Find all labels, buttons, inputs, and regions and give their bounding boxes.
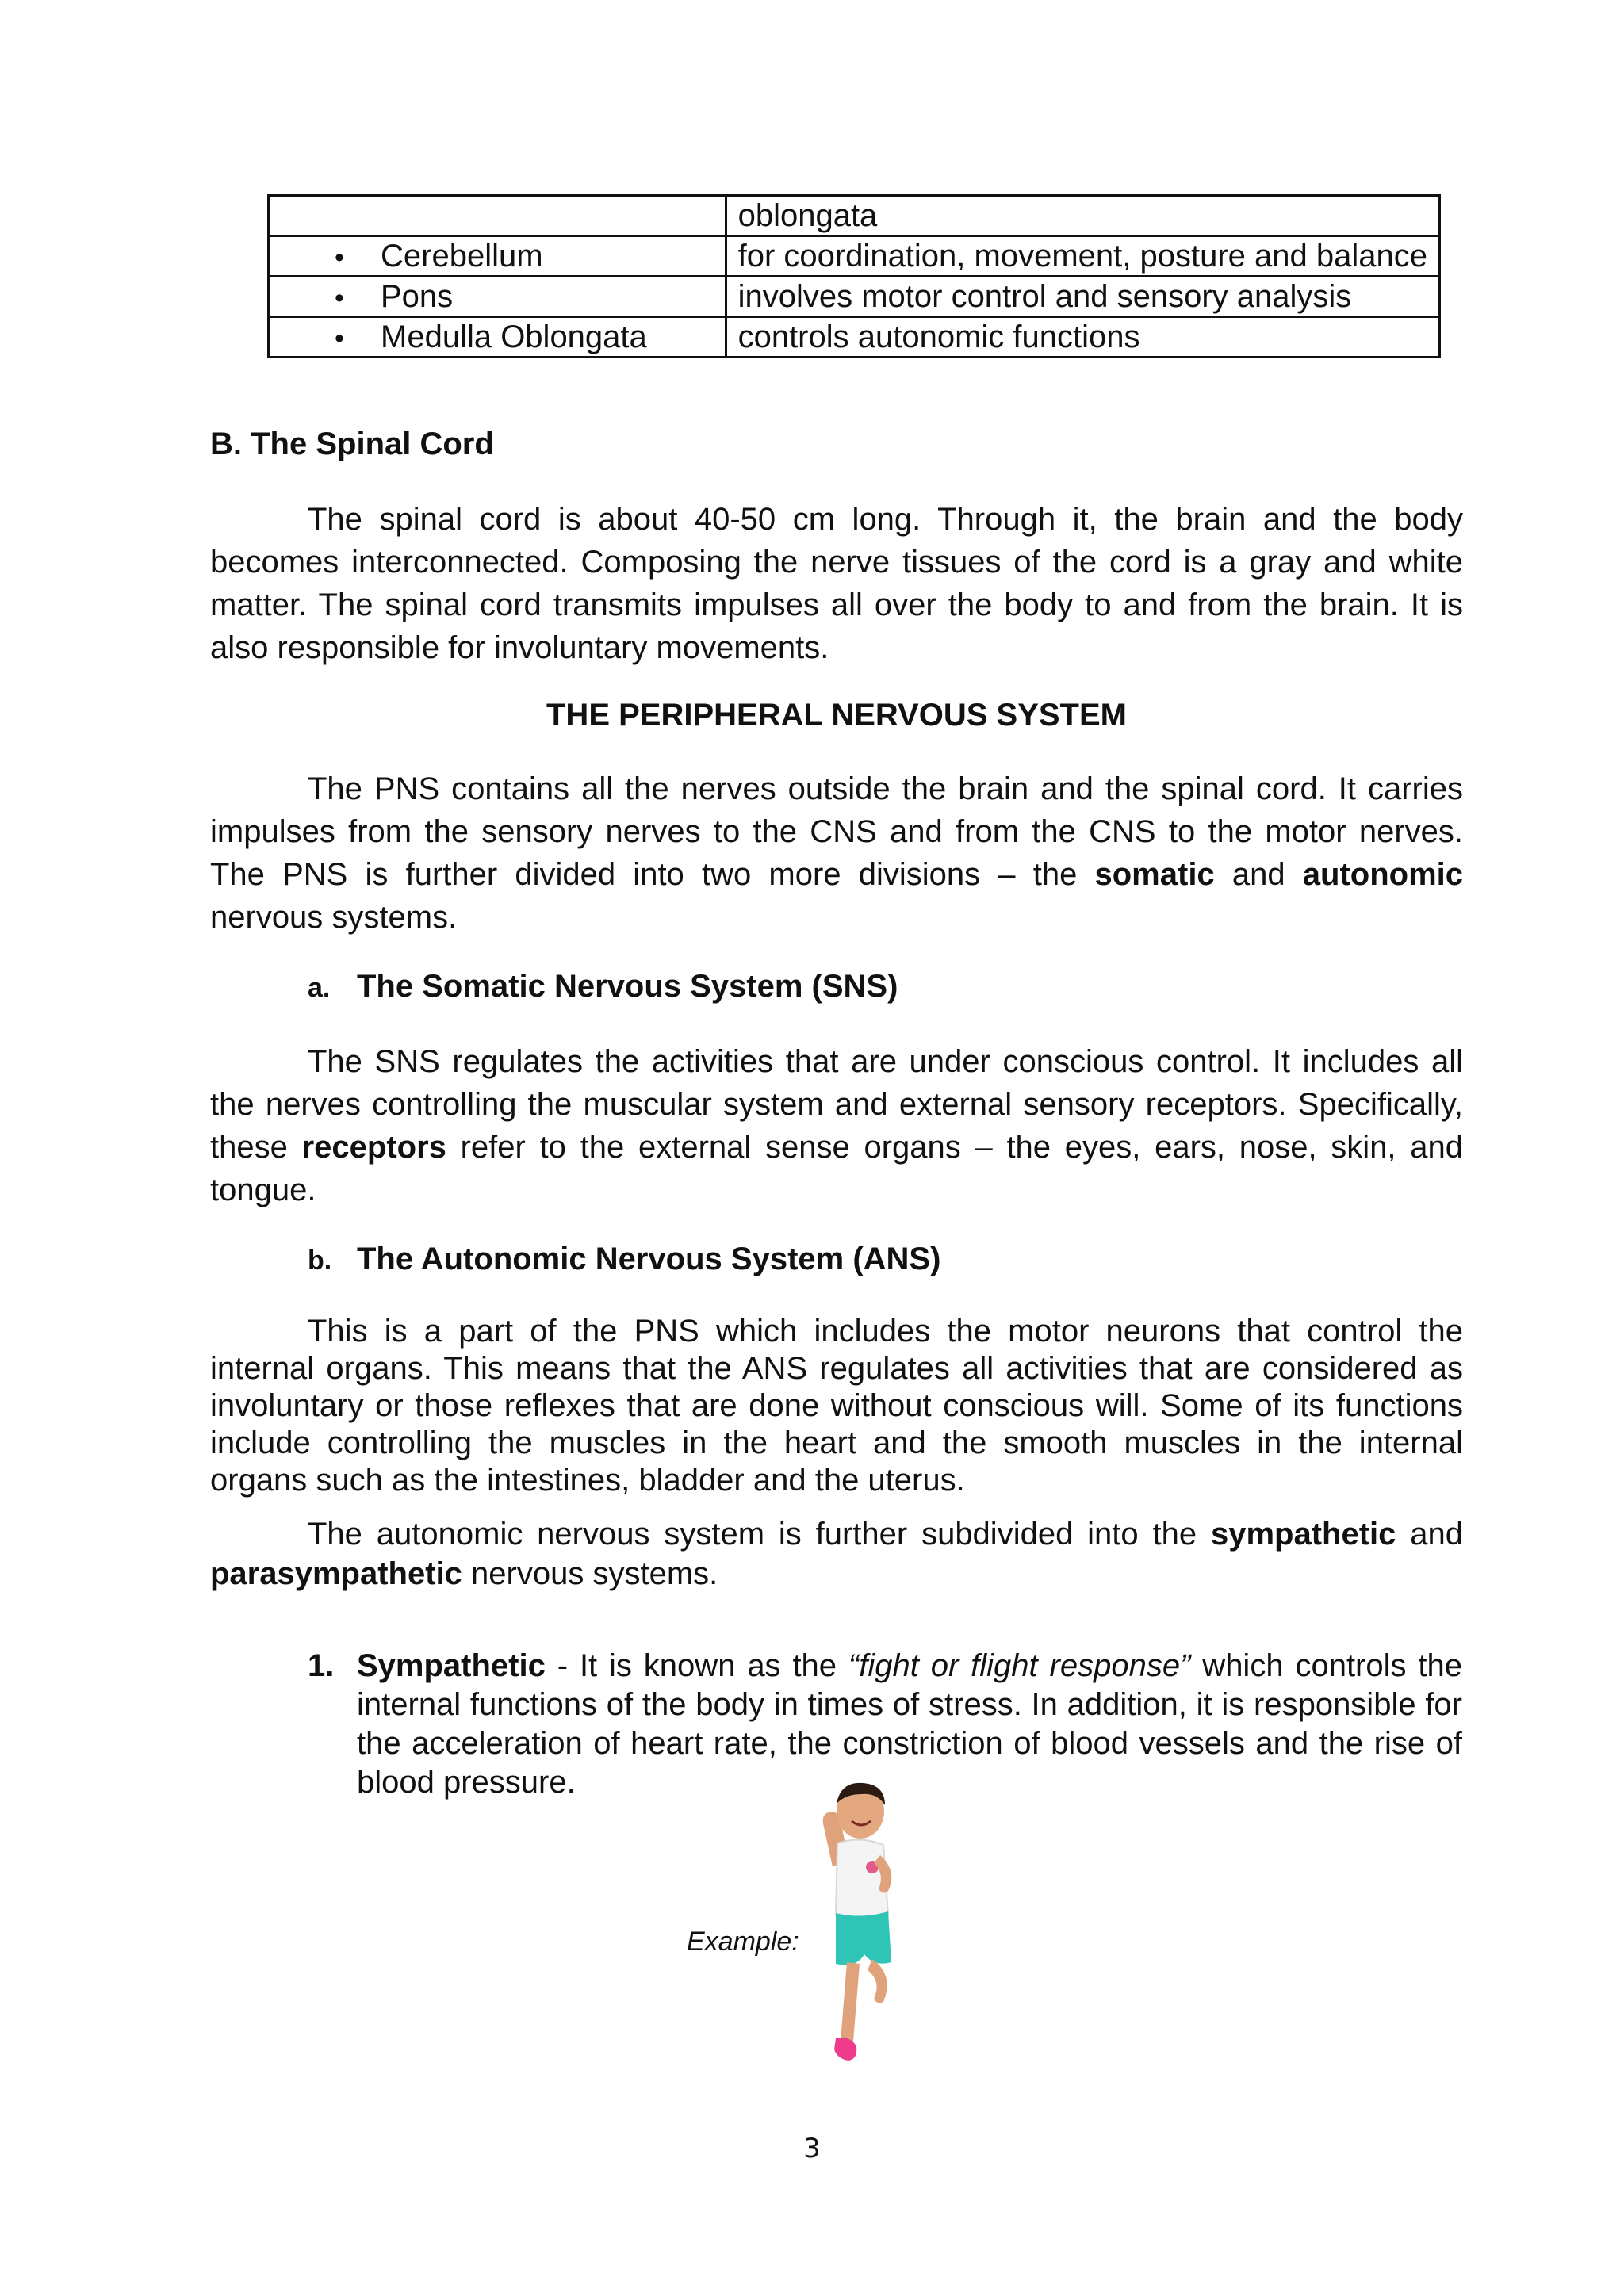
brain-parts-table (267, 194, 1441, 358)
fight-or-flight-quote: “fight or flight response” (848, 1648, 1191, 1683)
sympathetic-item-term: Sympathetic (357, 1648, 546, 1683)
table-cell-function: for coordination, movement, posture and balance (726, 236, 1439, 277)
ans-sub-text: The autonomic nervous system is further subdivided into the (308, 1517, 1211, 1552)
pns-paragraph (210, 767, 1463, 939)
table-cell-part: • Cerebellum (269, 236, 726, 277)
spinal-cord-paragraph (210, 498, 1463, 669)
sympathetic-list-item (308, 1647, 1462, 1802)
somatic-term: somatic (1094, 857, 1215, 892)
pns-text: and (1214, 857, 1303, 892)
sns-label: a. (308, 973, 331, 1003)
sympathetic-term: sympathetic (1210, 1517, 1396, 1552)
page-number: 3 (803, 2133, 821, 2164)
ans-paragraph (210, 1313, 1463, 1499)
autonomic-term: autonomic (1302, 857, 1463, 892)
table-cell-part: • Pons (269, 277, 726, 317)
table-row (269, 317, 1440, 358)
table-cell-function: involves motor control and sensory analysis (726, 277, 1439, 317)
table-cell-function: oblongata (726, 196, 1439, 236)
ans-heading (308, 1242, 940, 1277)
sympathetic-item-text: - It is known as the (545, 1648, 848, 1683)
example-label: Example: (687, 1927, 799, 1957)
ans-heading-text: The Autonomic Nervous System (ANS) (357, 1242, 941, 1276)
ans-label: b. (308, 1246, 332, 1276)
ans-sub-text: and (1396, 1517, 1463, 1552)
spinal-cord-heading: B. The Spinal Cord (210, 427, 494, 461)
table-cell-function: controls autonomic functions (726, 317, 1439, 358)
spinal-cord-text: The spinal cord is about 40-50 cm long. Through it, the brain and the body becomes interconnected. Composing the nerve tissues of the cord is a gray and white matter. The spinal cord transmits impulses all over the body to and from the brain. It is also responsible for involuntary movements. (210, 502, 1463, 665)
table-row (269, 196, 1440, 236)
pns-text: nervous systems. (210, 900, 458, 935)
ans-sub-text: nervous systems. (462, 1556, 718, 1591)
running-child-illustration (801, 1780, 920, 2097)
table-cell-part: • Medulla Oblongata (269, 317, 726, 358)
sns-heading-text: The Somatic Nervous System (SNS) (357, 969, 898, 1004)
ans-text: This is a part of the PNS which includes the motor neurons that control the internal organs. This means that the ANS regulates all activities that are considered as involuntary or those reflexes that are done without conscious will. Some of its functions include controlling the muscles in the heart and the smooth muscles in the internal organs such as the intestines, bladder and the uterus. (210, 1314, 1463, 1498)
table-row (269, 236, 1440, 277)
sns-heading (308, 969, 898, 1004)
sns-text: refer to the external sense organs – the eyes, ears, nose, skin, and tongue. (210, 1130, 1464, 1207)
ans-subdivision-paragraph (210, 1514, 1463, 1594)
sympathetic-item-text: which controls the internal functions of the body in times of stress. In addition, it is responsible for the acceleration of heart rate, the constriction of blood vessels and the rise of blood pressure. (357, 1648, 1462, 1800)
receptors-term: receptors (301, 1130, 446, 1165)
sns-text: The SNS regulates the activities that are under conscious control. It includes all the nerves controlling the muscular system and external sensory receptors. Specifically, these (210, 1044, 1463, 1165)
list-number: 1. (308, 1648, 335, 1683)
pns-title: THE PERIPHERAL NERVOUS SYSTEM (546, 698, 1127, 733)
parasympathetic-term: parasympathetic (210, 1556, 462, 1591)
pns-text: The PNS contains all the nerves outside the brain and the spinal cord. It carries impulses from the sensory nerves to the CNS and from the CNS to the motor nerves. The PNS is further divided into two more divisions – the (210, 771, 1463, 892)
sns-paragraph (210, 1040, 1463, 1211)
table-cell-part (269, 196, 726, 236)
table-row (269, 277, 1440, 317)
